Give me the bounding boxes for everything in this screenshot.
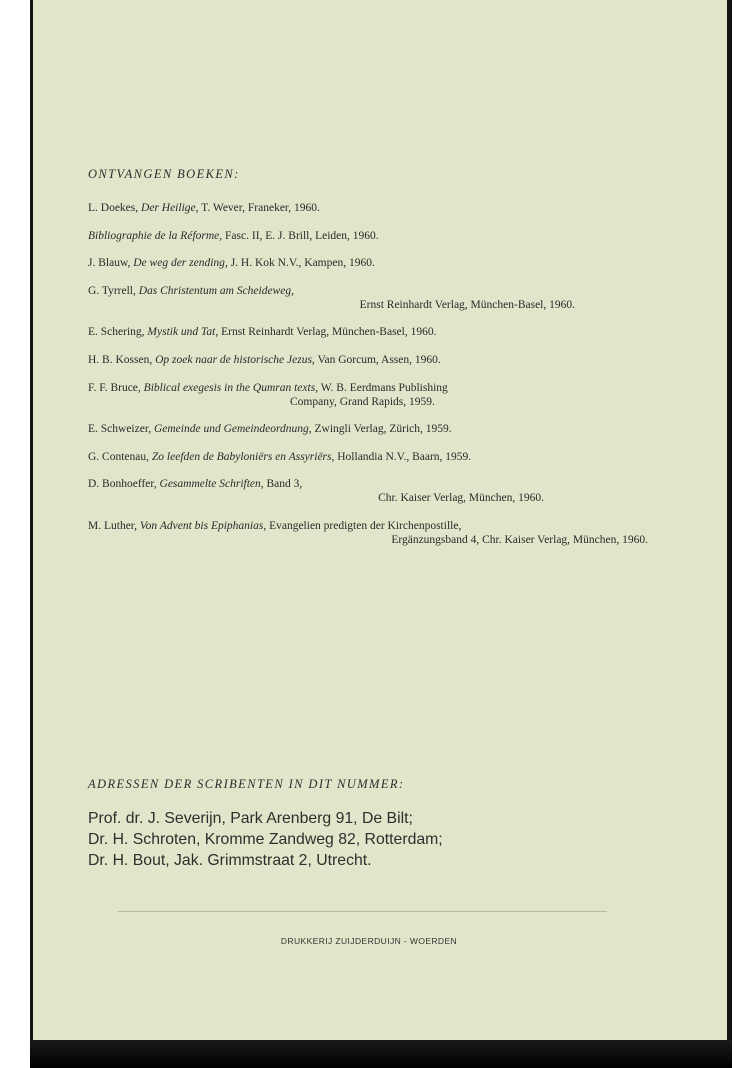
- address-line: Dr. H. Bout, Jak. Grimmstraat 2, Utrecht.: [88, 852, 372, 869]
- book-author: L. Doekes,: [88, 202, 142, 214]
- book-publisher: , Fasc. II, E. J. Brill, Leiden, 1960.: [219, 229, 379, 242]
- book-publisher: , J. H. Kok N.V., Kampen, 1960.: [224, 257, 375, 270]
- book-publisher: , T. Wever, Franeker, 1960.: [195, 202, 320, 214]
- book-title: Gesammelte Schriften: [159, 478, 261, 491]
- scan-right-edge: [727, 0, 732, 1068]
- book-publisher-continued: Ergänzungsband 4, Chr. Kaiser Verlag, München, 1960.: [391, 533, 648, 546]
- book-title: Von Advent bis Epiphanias: [139, 519, 264, 532]
- book-entry: [88, 381, 648, 409]
- book-publisher: , Zwingli Verlag, Zürich, 1959.: [308, 423, 452, 436]
- book-publisher: ,: [291, 284, 294, 297]
- book-author: F. F. Bruce,: [88, 381, 144, 394]
- book-publisher-continued: Company, Grand Rapids, 1959.: [290, 395, 435, 408]
- book-entry: [88, 422, 648, 436]
- book-author: G. Contenau,: [88, 450, 152, 463]
- book-publisher-continued: Ernst Reinhardt Verlag, München-Basel, 1960.: [359, 298, 575, 311]
- book-entry: [88, 519, 648, 547]
- book-author: J. Blauw,: [88, 257, 134, 270]
- divider-rule: [118, 911, 607, 912]
- book-publisher: , W. B. Eerdmans Publishing: [315, 381, 448, 394]
- book-entry: [88, 477, 648, 505]
- book-title: De weg der zending: [133, 257, 225, 270]
- book-publisher-continued: Chr. Kaiser Verlag, München, 1960.: [378, 492, 544, 505]
- book-entry: [88, 256, 648, 270]
- address-line: Prof. dr. J. Severijn, Park Arenberg 91, De Bilt;: [88, 810, 413, 827]
- book-publisher: , Van Gorcum, Assen, 1960.: [311, 353, 441, 366]
- book-author: H. B. Kossen,: [88, 353, 156, 366]
- book-publisher: , Band 3,: [260, 478, 303, 491]
- book-title: Das Christentum am Scheideweg: [138, 284, 292, 297]
- book-title: Op zoek naar de historische Jezus: [155, 353, 312, 366]
- book-title: Biblical exegesis in the Qumran texts: [143, 381, 316, 394]
- book-author: E. Schering,: [88, 326, 148, 339]
- book-title: Zo leefden de Babyloniërs en Assyriërs: [151, 450, 332, 463]
- book-publisher: , Evangelien predigten der Kirchenpostille,: [263, 519, 462, 532]
- book-entry: [88, 325, 648, 339]
- book-entry: [88, 284, 648, 312]
- address-line: Dr. H. Schroten, Kromme Zandweg 82, Rotterdam;: [88, 831, 443, 848]
- book-publisher: , Ernst Reinhardt Verlag, München-Basel, 1960.: [215, 326, 437, 339]
- book-title: Mystik und Tat: [147, 326, 216, 339]
- book-author: M. Luther,: [88, 519, 140, 532]
- scan-bottom-edge: [30, 1040, 732, 1068]
- book-publisher: , Hollandia N.V., Baarn, 1959.: [331, 450, 472, 463]
- book-title: Bibliographie de la Réforme: [88, 229, 220, 242]
- book-entry: [88, 450, 648, 464]
- received-books-heading: ONTVANGEN BOEKEN:: [88, 167, 240, 181]
- printer-imprint: DRUKKERIJ ZUIJDERDUIJN - WOERDEN: [280, 936, 458, 946]
- book-author: G. Tyrrell,: [88, 284, 139, 297]
- book-entry: [88, 353, 648, 367]
- authors-addresses: [88, 808, 443, 871]
- authors-addresses-heading: ADRESSEN DER SCRIBENTEN IN DIT NUMMER:: [88, 777, 405, 791]
- book-title: Gemeinde und Gemeindeordnung: [153, 423, 309, 436]
- book-author: D. Bonhoeffer,: [88, 478, 160, 491]
- book-entry: [88, 229, 648, 243]
- book-title: Der Heilige: [141, 202, 196, 214]
- book-entry: [88, 201, 648, 215]
- received-books-list: [88, 201, 648, 561]
- book-author: E. Schweizer,: [88, 423, 154, 436]
